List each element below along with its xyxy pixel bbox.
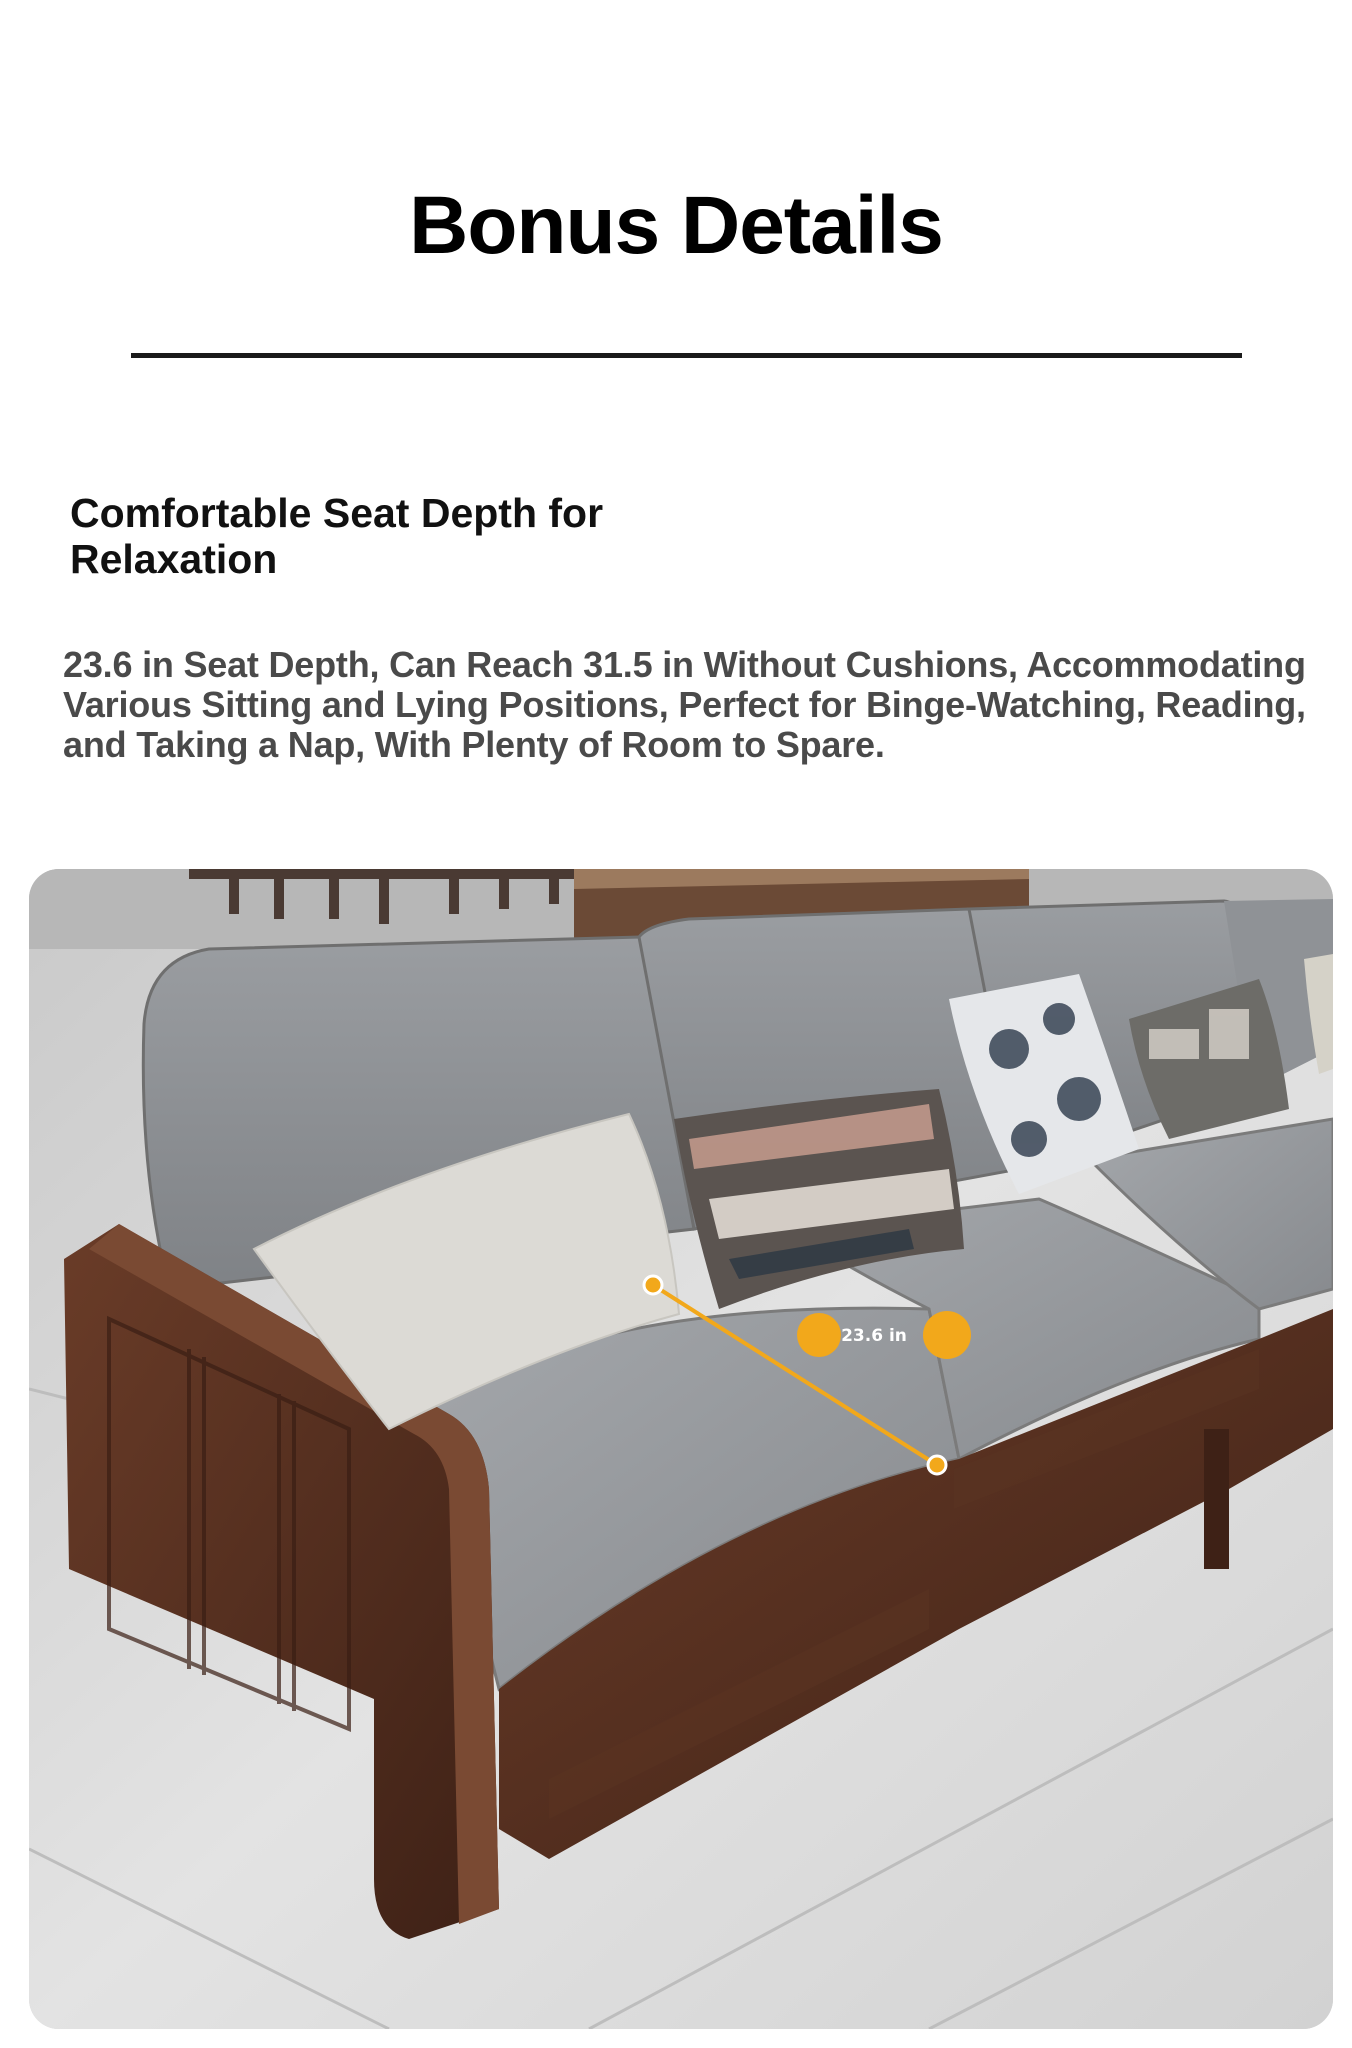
measurement-start-dot bbox=[644, 1276, 662, 1294]
title-divider bbox=[131, 353, 1242, 358]
page-title: Bonus Details bbox=[409, 180, 943, 271]
measurement-label: 23.6 in bbox=[841, 1326, 907, 1346]
feature-heading: Comfortable Seat Depth for Relaxation bbox=[70, 490, 604, 582]
measurement-end-dot bbox=[928, 1456, 946, 1474]
measurement-marker-right bbox=[923, 1311, 971, 1359]
feature-description: 23.6 in Seat Depth, Can Reach 31.5 in Without Cushions, Accommodating Various Sitting and Lying Positions, Perfect for Binge-Watching, Reading, and Taking a Nap, With Plenty of Room to Spare. bbox=[63, 644, 1306, 765]
measurement-marker-left bbox=[797, 1313, 841, 1357]
sofa-photo bbox=[29, 869, 1333, 2029]
